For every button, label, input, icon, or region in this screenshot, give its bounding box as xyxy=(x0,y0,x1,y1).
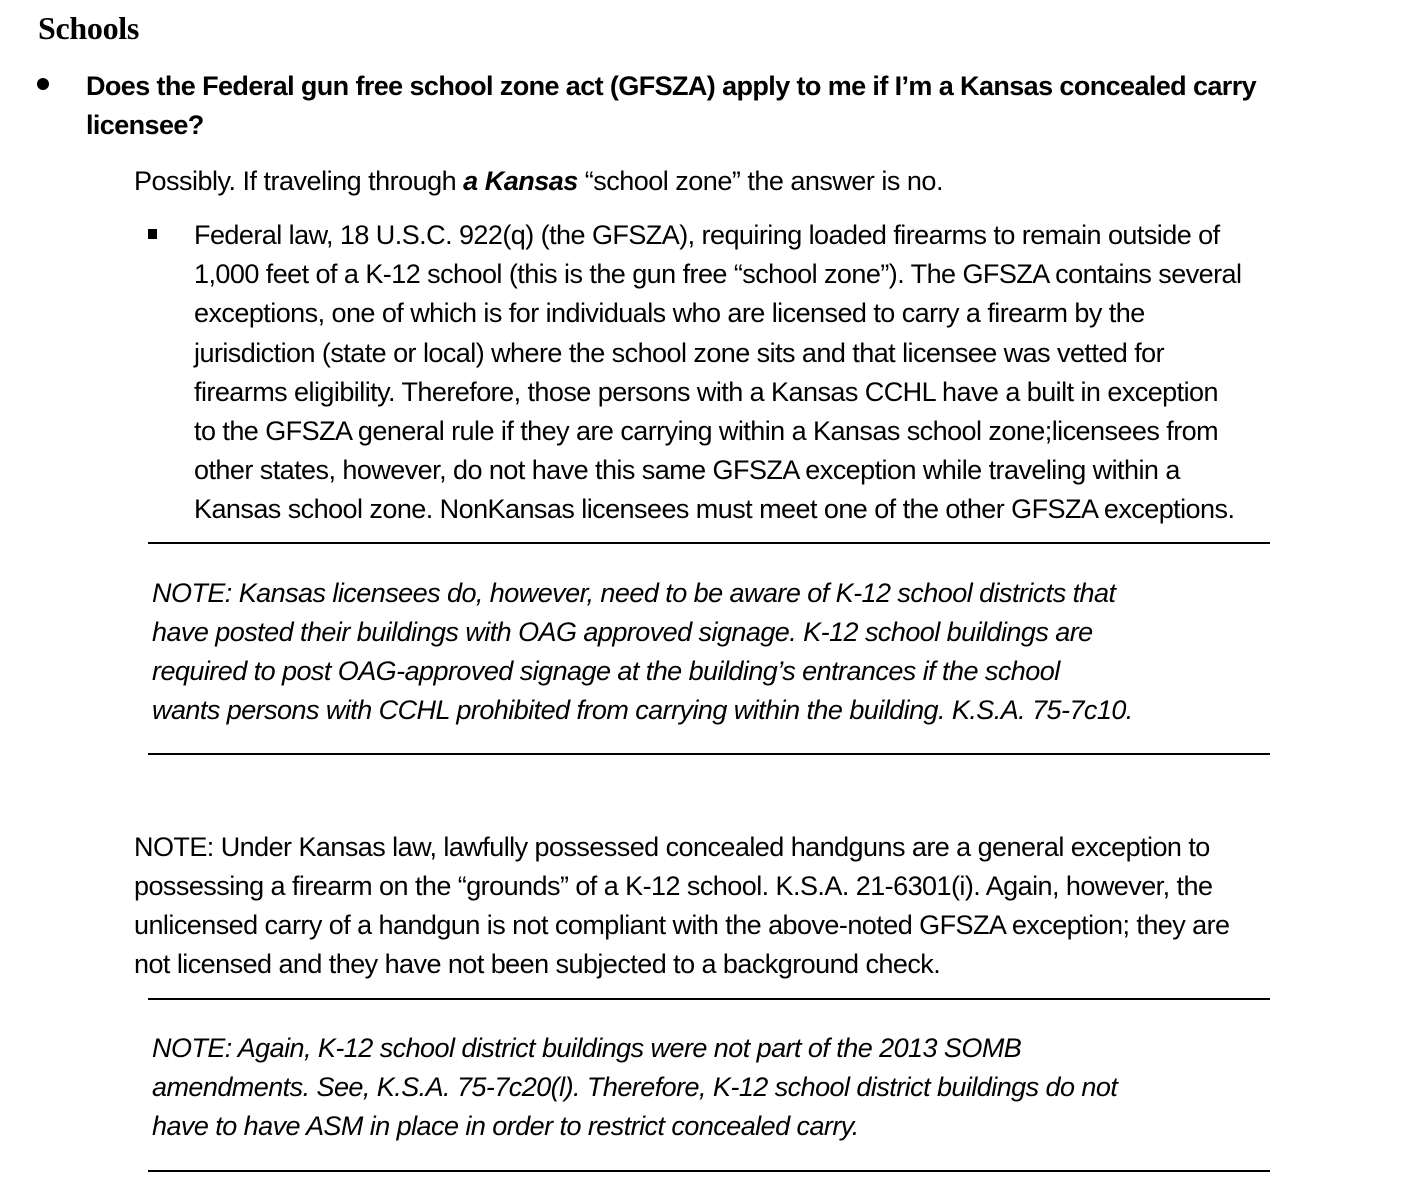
note-line: possessing a firearm on the “grounds” of a K-12 school. K.S.A. 21-6301(i). Again, however, the xyxy=(134,871,1213,901)
detail-line: Federal law, 18 U.S.C. 922(q) (the GFSZA), requiring loaded firearms to remain outside of xyxy=(194,220,1220,250)
note-kansas-law xyxy=(134,828,1396,984)
detail-line: jurisdiction (state or local) where the school zone sits and that licensee was vetted for xyxy=(194,337,1165,368)
note-line: not licensed and they have not been subjected to a background check. xyxy=(134,949,941,979)
section-heading: Schools xyxy=(38,10,140,46)
note-line: have to have ASM in place in order to restrict concealed carry. xyxy=(152,1111,859,1141)
note-line: have posted their buildings with OAG approved signage. K-12 school buildings are xyxy=(152,617,1093,647)
horizontal-rule xyxy=(148,1170,1270,1172)
horizontal-rule xyxy=(148,998,1270,1000)
detail-line: other states, however, do not have this same GFSZA exception while traveling within a xyxy=(194,455,1180,486)
note-line: NOTE: Under Kansas law, lawfully possessed concealed handguns are a general exception to xyxy=(134,832,1210,862)
faq-answer xyxy=(134,162,1374,201)
horizontal-rule xyxy=(148,753,1270,755)
horizontal-rule xyxy=(148,542,1270,544)
detail-line: exceptions, one of which is for individuals who are licensed to carry a firearm by the xyxy=(194,298,1145,329)
note-line: NOTE: Kansas licensees do, however, need to be aware of K-12 school districts that xyxy=(152,578,1116,608)
question-line: licensee? xyxy=(86,110,204,140)
note-line: unlicensed carry of a handgun is not compliant with the above-noted GFSZA exception; they are xyxy=(134,910,1230,940)
detail-line: to the GFSZA general rule if they are carrying within a Kansas school zone;licensees from xyxy=(194,416,1219,447)
note-line: wants persons with CCHL prohibited from carrying within the building. K.S.A. 75-7c10. xyxy=(152,695,1133,725)
note-somb-amendments xyxy=(152,1029,1302,1146)
detail-paragraph xyxy=(194,216,1394,530)
detail-line: Kansas school zone. NonKansas licensees must meet one of the other GFSZA exceptions. xyxy=(194,494,1235,525)
detail-line: firearms eligibility. Therefore, those persons with a Kansas CCHL have a built in exception xyxy=(194,376,1218,407)
question-line: Does the Federal gun free school zone act (GFSZA) apply to me if I’m a Kansas concealed carry xyxy=(86,71,1257,101)
note-line: NOTE: Again, K-12 school district buildings were not part of the 2013 SOMB xyxy=(152,1033,1022,1063)
bullet-icon xyxy=(37,78,49,90)
answer-prefix: Possibly. If traveling through xyxy=(134,166,464,196)
answer-suffix: “school zone” the answer is no. xyxy=(577,166,943,196)
note-signage xyxy=(152,574,1302,730)
answer-emphasis: a Kansas xyxy=(463,166,578,196)
detail-line: 1,000 feet of a K-12 school (this is the gun free “school zone”). The GFSZA contains several xyxy=(194,259,1242,290)
faq-question xyxy=(86,67,1376,145)
square-bullet-icon xyxy=(148,229,157,239)
note-line: required to post OAG-approved signage at the building’s entrances if the school xyxy=(152,656,1060,686)
note-line: amendments. See, K.S.A. 75-7c20(l). Therefore, K-12 school district buildings do not xyxy=(152,1072,1118,1102)
